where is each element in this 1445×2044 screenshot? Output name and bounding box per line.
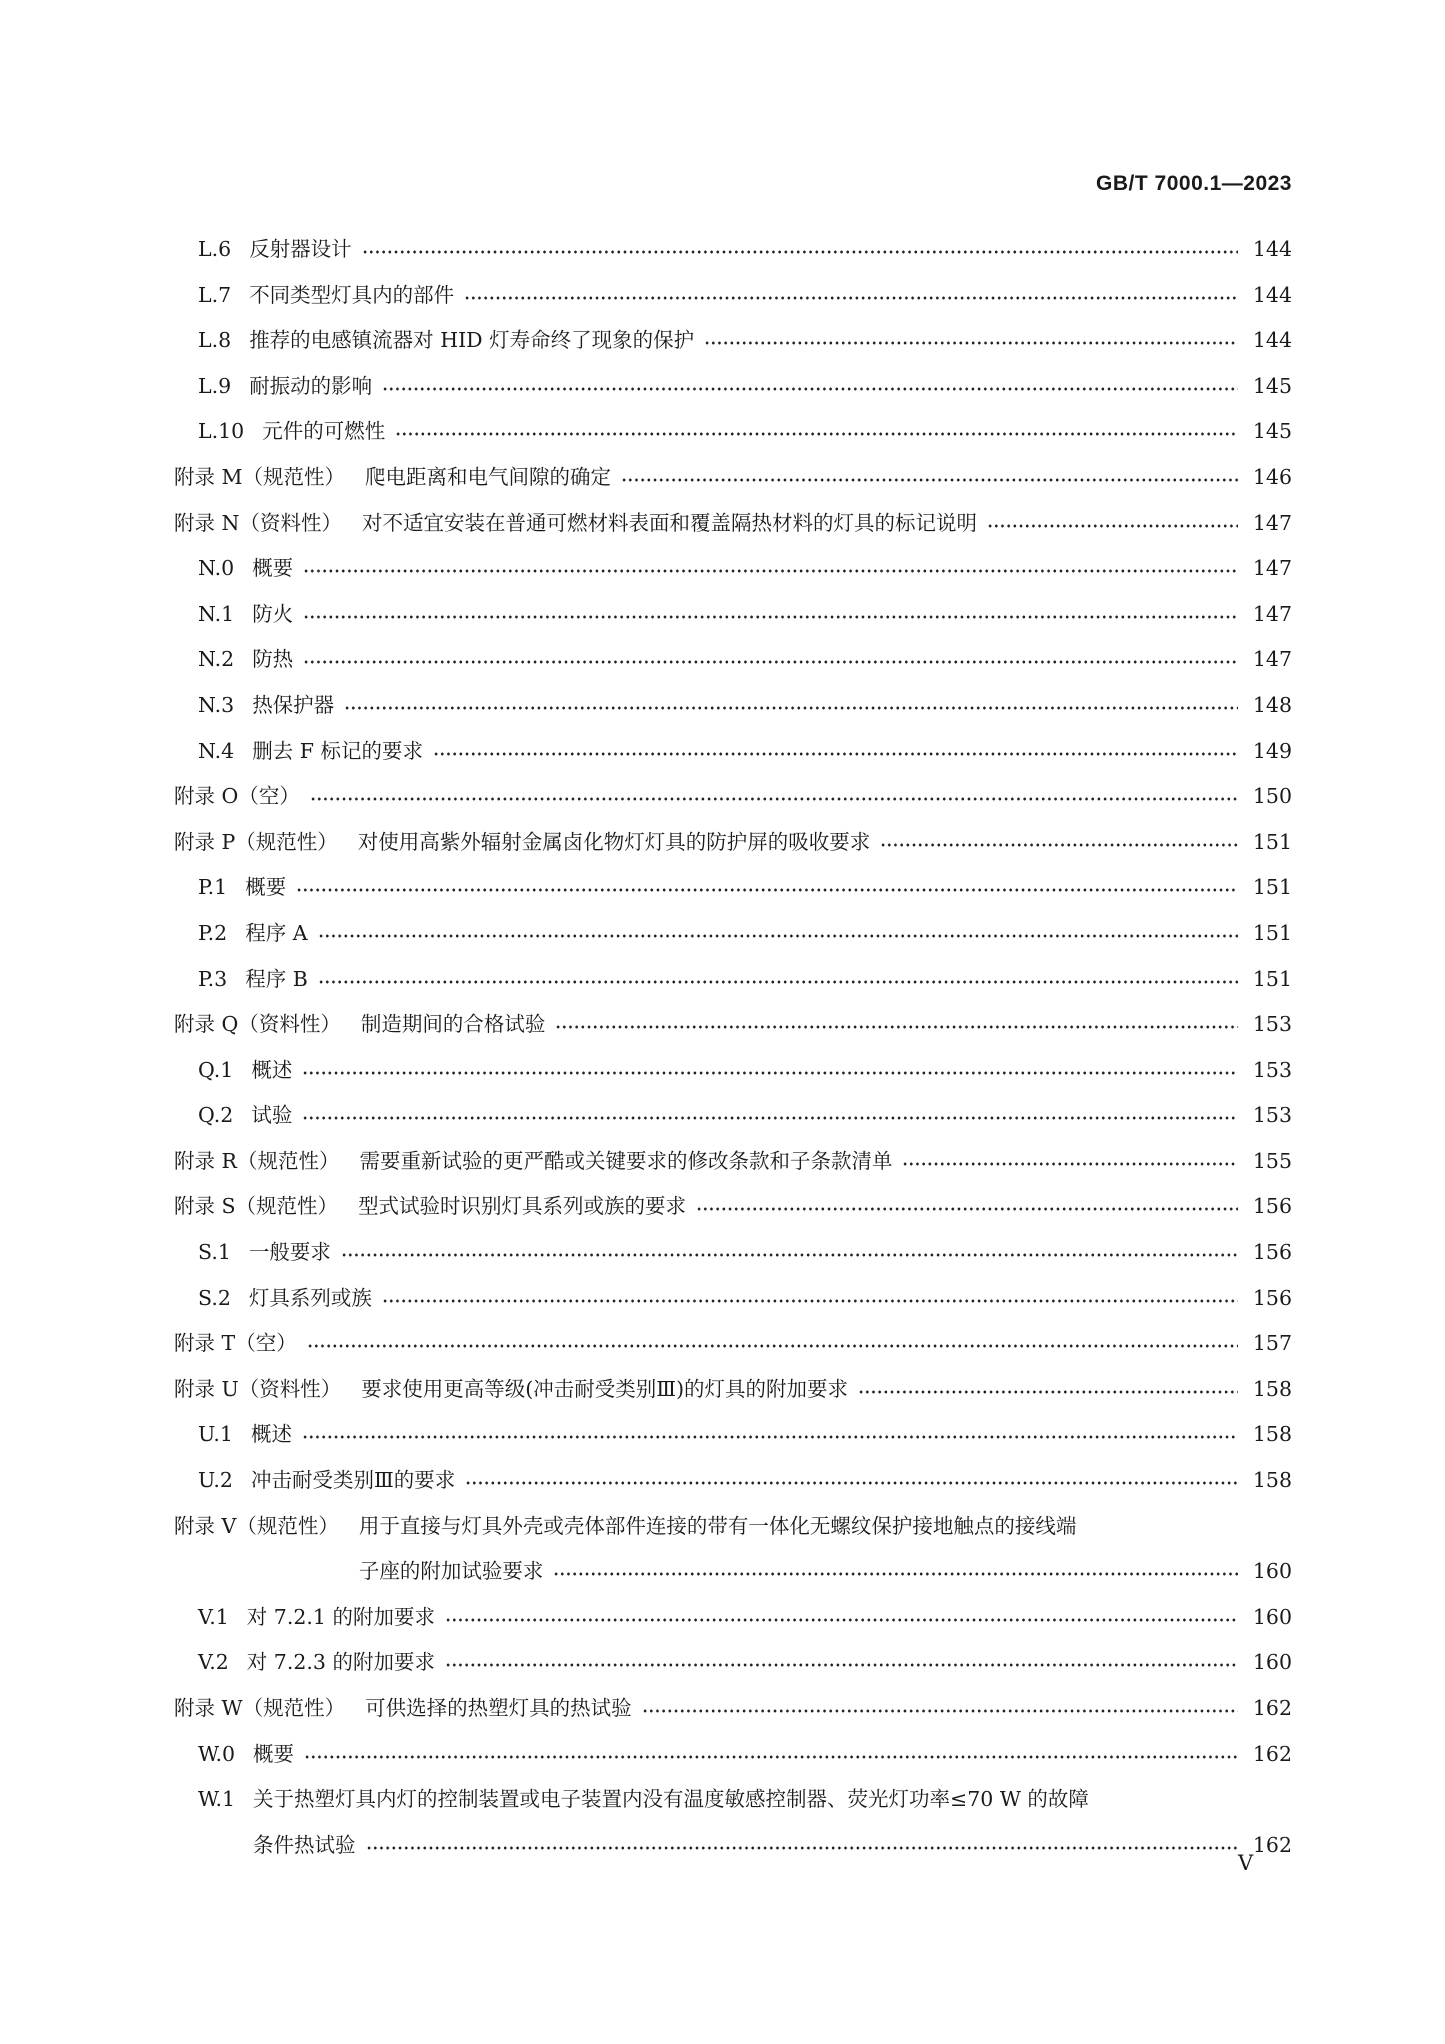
dot-leader [395, 432, 1238, 436]
toc-entry-title: 热保护器 [252, 692, 335, 717]
toc-entry-title: 概述 [250, 1422, 292, 1447]
toc-entry-page: 147 [1252, 601, 1292, 626]
toc-entry-number: 附录 O（空） [174, 784, 300, 809]
toc-entry-number: 附录 S（规范性） [174, 1194, 339, 1219]
toc-entry-title-cont: 子座的附加试验要求 [358, 1559, 544, 1584]
toc-entry[interactable] [174, 688, 1292, 734]
toc-entry[interactable] [174, 414, 1292, 460]
dot-leader [555, 1025, 1238, 1029]
dot-leader [382, 387, 1238, 391]
dot-leader [362, 250, 1238, 254]
toc-entry-number: N.4 [198, 738, 235, 763]
dot-leader [880, 843, 1238, 847]
toc-entry-page: 150 [1252, 784, 1292, 809]
toc-entry-title: 反射器设计 [249, 237, 352, 261]
toc-entry-title: 对不适宜安装在普通可燃材料表面和覆盖隔热材料的灯具的标记说明 [361, 510, 977, 535]
toc-entry-number: N.3 [198, 692, 235, 717]
toc-entry-number: V.1 [198, 1604, 229, 1629]
dot-leader [302, 1071, 1238, 1075]
toc-entry-page: 151 [1252, 966, 1292, 991]
toc-entry-page: 146 [1252, 464, 1292, 489]
toc-entry-page: 151 [1252, 829, 1292, 854]
toc-entry-page: 151 [1252, 875, 1292, 900]
dot-leader [382, 1299, 1238, 1303]
dot-leader [696, 1207, 1238, 1211]
toc-entry-title: 程序 A [245, 920, 308, 945]
toc-entry-page: 144 [1252, 282, 1292, 307]
dot-leader [310, 797, 1238, 801]
toc-entry[interactable] [174, 642, 1292, 688]
dot-leader [464, 296, 1238, 300]
toc-entry-number: 附录 T（空） [174, 1331, 297, 1356]
toc-entry[interactable] [174, 1509, 1292, 1555]
dot-leader [433, 752, 1238, 756]
toc-entry-number: U.1 [198, 1422, 233, 1447]
toc-entry-title: 程序 B [245, 966, 308, 991]
toc-entry-page: 155 [1252, 1148, 1292, 1173]
toc-entry-title: 删去 F 标记的要求 [252, 738, 423, 763]
toc-entry-continuation[interactable] [174, 1828, 1292, 1874]
toc-entry-number: P.3 [198, 966, 228, 991]
toc-entry-number: P.2 [198, 920, 228, 945]
toc-entry-title: 灯具系列或族 [248, 1285, 372, 1310]
toc-entry-number: Q.2 [198, 1103, 234, 1128]
dot-leader [296, 888, 1238, 892]
toc-entry-title: 试验 [251, 1103, 293, 1128]
toc-entry-page: 145 [1252, 419, 1292, 444]
standard-number-header: GB/T 7000.1—2023 [1096, 172, 1292, 195]
toc-entry-number: 附录 N（资料性） [174, 510, 342, 535]
toc-entry-title: 一般要求 [248, 1240, 331, 1265]
toc-entry[interactable] [174, 1417, 1292, 1463]
toc-entry-title: 防火 [252, 601, 294, 626]
toc-entry[interactable] [174, 870, 1292, 916]
toc-entry-page: 162 [1252, 1696, 1292, 1720]
toc-entry-number: L.6 [198, 237, 232, 261]
toc-entry-page: 144 [1252, 237, 1292, 261]
toc-entry-number: S.1 [198, 1240, 231, 1265]
toc-entry-number: W.1 [198, 1787, 236, 1812]
toc-entry-title: 概要 [253, 1741, 295, 1766]
toc-entry[interactable] [174, 1053, 1292, 1099]
toc-entry-number: N.0 [198, 556, 235, 581]
toc-entry[interactable] [174, 779, 1292, 825]
dot-leader [366, 1846, 1238, 1850]
dot-leader [344, 706, 1238, 710]
toc-entry-title: 概述 [251, 1057, 293, 1082]
dot-leader [553, 1572, 1238, 1576]
toc-entry[interactable] [174, 1144, 1292, 1190]
toc-entry[interactable] [174, 962, 1292, 1008]
toc-entry-page: 144 [1252, 328, 1292, 353]
toc-entry-page: 148 [1252, 692, 1292, 717]
toc-entry[interactable] [174, 916, 1292, 962]
toc-entry-number: 附录 P（规范性） [174, 829, 338, 854]
toc-entry-number: L.10 [198, 419, 245, 444]
toc-entry-page: 147 [1252, 647, 1292, 672]
toc-entry-number: Q.1 [198, 1057, 234, 1082]
toc-entry[interactable] [174, 1281, 1292, 1327]
dot-leader [465, 1481, 1238, 1485]
toc-entry[interactable] [174, 1189, 1292, 1235]
toc-entry-number: W.0 [198, 1741, 236, 1766]
dot-leader [987, 524, 1238, 528]
toc-entry-title: 对使用高紫外辐射金属卤化物灯灯具的防护屏的吸收要求 [357, 829, 871, 854]
dot-leader [902, 1162, 1238, 1166]
dot-leader [302, 1116, 1238, 1120]
toc-entry[interactable] [174, 1645, 1292, 1691]
toc-entry-title: 爬电距离和电气间隙的确定 [365, 464, 612, 489]
toc-entry-number: 附录 M（规范性） [174, 464, 346, 489]
toc-entry-title: 耐振动的影响 [249, 373, 373, 398]
toc-entry[interactable] [174, 1691, 1292, 1737]
toc-entry-number: L.7 [198, 282, 232, 307]
toc-entry-title: 防热 [252, 647, 294, 672]
dot-leader [318, 934, 1238, 938]
toc-entry-title: 概要 [252, 556, 294, 581]
toc-entry-page: 151 [1252, 920, 1292, 945]
toc-entry-number: P.1 [198, 875, 228, 900]
toc-entry-title: 概要 [245, 875, 287, 900]
toc-entry-number: L.9 [198, 373, 232, 398]
dot-leader [445, 1663, 1238, 1667]
toc-entry[interactable] [174, 1737, 1292, 1783]
toc-entry-title: 冲击耐受类别Ⅲ的要求 [250, 1468, 456, 1493]
toc-entry-page: 160 [1252, 1650, 1292, 1675]
toc-entry-page: 158 [1252, 1468, 1292, 1493]
toc-entry-title: 可供选择的热塑灯具的热试验 [365, 1696, 632, 1720]
toc-entry-page: 156 [1252, 1240, 1292, 1265]
toc-entry-number: 附录 R（规范性） [174, 1148, 340, 1173]
toc-entry-number: 附录 W（规范性） [174, 1696, 346, 1720]
toc-entry-page: 156 [1252, 1285, 1292, 1310]
dot-leader [704, 341, 1238, 345]
dot-leader [303, 569, 1238, 573]
dot-leader [303, 660, 1238, 664]
toc-entry[interactable] [174, 369, 1292, 415]
toc-entry-continuation[interactable] [174, 1554, 1292, 1600]
toc-entry[interactable] [174, 1600, 1292, 1646]
toc-entry-page: 149 [1252, 738, 1292, 763]
toc-entry-page: 147 [1252, 510, 1292, 535]
toc-entry-page: 147 [1252, 556, 1292, 581]
dot-leader [304, 1755, 1238, 1759]
toc-entry-number: U.2 [198, 1468, 233, 1493]
toc-entry-title: 对 7.2.3 的附加要求 [246, 1650, 435, 1675]
toc-entry[interactable] [174, 1007, 1292, 1053]
toc-entry[interactable] [174, 506, 1292, 552]
dot-leader [318, 980, 1238, 984]
toc-entry-title: 要求使用更高等级(冲击耐受类别Ⅲ)的灯具的附加要求 [361, 1376, 849, 1401]
dot-leader [341, 1253, 1238, 1257]
toc-entry[interactable] [174, 551, 1292, 597]
toc-entry-title-cont: 条件热试验 [253, 1832, 356, 1857]
toc-entry-title: 制造期间的合格试验 [360, 1012, 546, 1037]
toc-entry-page: 156 [1252, 1194, 1292, 1219]
toc-entry-page: 153 [1252, 1057, 1292, 1082]
toc-entry-page: 158 [1252, 1376, 1292, 1401]
toc-entry[interactable] [174, 232, 1292, 278]
toc-entry-page: 160 [1252, 1604, 1292, 1629]
toc-entry[interactable] [174, 278, 1292, 324]
toc-entry-page: 158 [1252, 1422, 1292, 1447]
toc-entry-page: 162 [1252, 1741, 1292, 1766]
toc-entry[interactable] [174, 1463, 1292, 1509]
toc-entry-title: 推荐的电感镇流器对 HID 灯寿命终了现象的保护 [249, 328, 695, 353]
toc-entry-page: 153 [1252, 1012, 1292, 1037]
dot-leader [303, 615, 1238, 619]
dot-leader [621, 478, 1238, 482]
toc-entry-page: 162 [1252, 1832, 1292, 1857]
toc-entry-title: 用于直接与灯具外壳或壳体部件连接的带有一体化无螺纹保护接地触点的接线端 [358, 1513, 1077, 1538]
toc-entry[interactable] [174, 1235, 1292, 1281]
toc-entry-page: 160 [1252, 1559, 1292, 1584]
toc-entry-title: 对 7.2.1 的附加要求 [246, 1604, 435, 1629]
dot-leader [445, 1618, 1238, 1622]
table-of-contents [174, 232, 1292, 1873]
dot-leader [307, 1344, 1238, 1348]
toc-entry-number: V.2 [198, 1650, 229, 1675]
toc-entry-page: 157 [1252, 1331, 1292, 1356]
toc-entry-page: 153 [1252, 1103, 1292, 1128]
toc-entry-number: S.2 [198, 1285, 231, 1310]
toc-entry[interactable] [174, 323, 1292, 369]
toc-entry[interactable] [174, 1782, 1292, 1828]
toc-entry[interactable] [174, 1326, 1292, 1372]
toc-entry-title: 关于热塑灯具内灯的控制装置或电子装置内没有温度敏感控制器、荧光灯功率≤70 W 的故障 [253, 1787, 1089, 1812]
toc-entry[interactable] [174, 597, 1292, 643]
dot-leader [302, 1435, 1238, 1439]
toc-entry[interactable] [174, 825, 1292, 871]
toc-entry[interactable] [174, 1098, 1292, 1144]
toc-entry-title: 型式试验时识别灯具系列或族的要求 [358, 1194, 687, 1219]
toc-entry-page: 145 [1252, 373, 1292, 398]
toc-entry-title: 需要重新试验的更严酷或关键要求的修改条款和子条款清单 [359, 1148, 893, 1173]
toc-entry-title: 不同类型灯具内的部件 [249, 282, 455, 307]
toc-entry-number: 附录 V（规范性） [174, 1513, 339, 1538]
toc-entry-number: N.1 [198, 601, 235, 626]
toc-entry-number: 附录 Q（资料性） [174, 1012, 341, 1037]
toc-entry-number: N.2 [198, 647, 235, 672]
toc-entry[interactable] [174, 460, 1292, 506]
toc-entry-number: L.8 [198, 328, 232, 353]
toc-entry-number: 附录 U（资料性） [174, 1376, 342, 1401]
toc-entry[interactable] [174, 1372, 1292, 1418]
toc-entry-title: 元件的可燃性 [262, 419, 386, 444]
dot-leader [858, 1390, 1238, 1394]
dot-leader [642, 1709, 1238, 1713]
toc-entry[interactable] [174, 734, 1292, 780]
page-number-footer: V [1238, 1851, 1254, 1875]
